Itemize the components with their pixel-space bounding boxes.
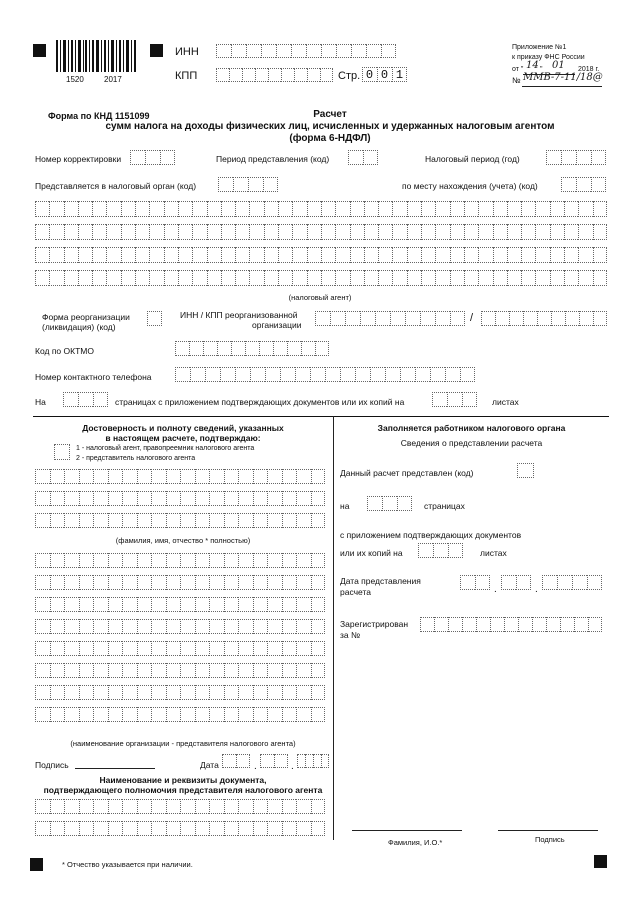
submission-date-month[interactable] xyxy=(501,575,531,590)
correction-number-cells[interactable] xyxy=(130,150,175,165)
reorg-form-label-2: (ликвидация) (код) xyxy=(42,322,116,332)
reorg-kpp-cells[interactable] xyxy=(481,311,607,326)
period-label: Период представления (код) xyxy=(216,154,330,164)
right-sheets-cells[interactable] xyxy=(418,543,463,558)
pages-on-label: На xyxy=(35,397,46,407)
pages-count-cells[interactable] xyxy=(63,392,108,407)
section-divider xyxy=(33,416,609,417)
officer-sign-line[interactable] xyxy=(498,830,598,831)
tax-agent-caption: (налоговый агент) xyxy=(288,293,352,302)
registered-label-1: Зарегистрирован xyxy=(340,619,409,629)
corner-marker-top-right xyxy=(150,44,163,57)
phone-label: Номер контактного телефона xyxy=(35,372,152,382)
submitted-code-cell[interactable] xyxy=(517,463,534,478)
oktmo-cells[interactable] xyxy=(175,341,329,356)
submission-date-year[interactable] xyxy=(542,575,602,590)
officer-fio-line[interactable] xyxy=(352,830,462,831)
tax-period-cells[interactable] xyxy=(546,150,606,165)
barcode xyxy=(56,40,136,72)
appendix-order-no: ММВ-7-11/18@ xyxy=(523,72,603,83)
officer-fio-caption: Фамилия, И.О.* xyxy=(388,838,443,847)
appendix-year: 2018 г. xyxy=(578,66,600,73)
submission-date-label-1: Дата представления xyxy=(340,576,421,586)
location-cells[interactable] xyxy=(561,177,606,192)
tax-officer-heading: Заполняется работником налогового органа xyxy=(377,423,566,433)
pages-text: страницах с приложением подтверждающих документов или их копий на xyxy=(115,397,405,407)
org-caption: (наименование организации - представителя налогового агента) xyxy=(70,739,296,748)
location-label: по месту нахождения (учета) (код) xyxy=(402,181,538,191)
column-divider xyxy=(333,416,334,840)
submission-date-day[interactable] xyxy=(460,575,490,590)
reorg-inn-label-2: организации xyxy=(252,320,302,330)
corner-marker-top-left xyxy=(33,44,46,57)
officer-sign-caption: Подпись xyxy=(535,835,565,844)
knd-code: Форма по КНД 1151099 xyxy=(48,111,150,121)
form-title-line-3: (форма 6-НДФЛ) xyxy=(289,133,371,144)
period-cells[interactable] xyxy=(348,150,378,165)
confirmation-heading-1: Достоверность и полноту сведений, указанных xyxy=(82,423,284,433)
signature-label: Подпись xyxy=(35,760,69,770)
left-date-day[interactable] xyxy=(222,754,250,768)
doc-heading-2: подтверждающего полномочия представителя налогового агента xyxy=(43,785,323,795)
confirmation-heading-2: в настоящем расчете, подтверждаю: xyxy=(105,433,261,443)
reorg-form-cell[interactable] xyxy=(147,311,162,326)
page-label: Стр. xyxy=(338,70,361,82)
sheets-label: листах xyxy=(492,397,519,407)
fio-caption: (фамилия, имя, отчество * полностью) xyxy=(115,536,251,545)
left-date-month[interactable] xyxy=(260,754,288,768)
registration-number-cells[interactable] xyxy=(420,617,607,632)
corner-marker-bottom-left xyxy=(30,858,43,871)
signer-option-2: 2 - представитель налогового агента xyxy=(76,455,196,462)
submission-date-label-2: расчета xyxy=(340,587,372,597)
registered-label-2: за № xyxy=(340,630,361,640)
right-pages-label: страницах xyxy=(424,501,465,511)
form-title-line-2: сумм налога на доходы физических лиц, исчисленных и удержанных налоговым агентом xyxy=(105,121,555,132)
corner-marker-bottom-right xyxy=(594,855,607,868)
tax-authority-label: Представляется в налоговый орган (код) xyxy=(35,181,197,191)
appendix-line-2: к приказу ФНС России xyxy=(512,54,585,61)
reorg-inn-label-1: ИНН / КПП реорганизованной xyxy=(180,310,298,320)
reorg-inn-cells[interactable] xyxy=(315,311,465,326)
reorg-form-label-1: Форма реорганизации xyxy=(42,312,130,322)
left-date-year[interactable] xyxy=(297,754,329,768)
right-on-label: на xyxy=(340,501,350,511)
with-docs-label: с приложением подтверждающих документов xyxy=(340,530,522,540)
submission-subheading: Сведения о представлении расчета xyxy=(400,438,543,448)
barcode-code-left: 1520 xyxy=(66,75,84,84)
correction-number-label: Номер корректировки xyxy=(35,154,122,164)
reorg-slash: / xyxy=(470,312,474,324)
date-label: Дата xyxy=(200,760,219,770)
sheets-count-cells[interactable] xyxy=(432,392,477,407)
form-title: Расчет xyxy=(313,109,347,120)
phone-cells[interactable] xyxy=(175,367,475,382)
page-digit-2: 0 xyxy=(380,68,389,82)
page-digit-1: 0 xyxy=(365,68,374,82)
tax-authority-cells[interactable] xyxy=(218,177,278,192)
appendix-date-prefix: от " xyxy=(512,66,524,73)
kpp-label: КПП xyxy=(175,70,198,82)
signature-line[interactable] xyxy=(75,768,155,769)
signer-type-cell[interactable] xyxy=(54,444,70,460)
oktmo-label: Код по ОКТМО xyxy=(35,346,94,356)
copies-on-label: или их копий на xyxy=(340,548,403,558)
appendix-date-mid: " xyxy=(540,66,543,73)
signer-option-1: 1 - налоговый агент, правопреемник налогового агента xyxy=(76,445,255,452)
appendix-no-prefix: № xyxy=(512,76,521,85)
appendix-date-day: 14 xyxy=(526,60,539,71)
footnote: * Отчество указывается при наличии. xyxy=(62,860,193,869)
submitted-code-label: Данный расчет представлен (код) xyxy=(340,468,474,478)
right-pages-cells[interactable] xyxy=(367,496,412,511)
page-digit-3: 1 xyxy=(395,68,404,82)
inn-cells[interactable] xyxy=(216,44,396,58)
inn-label: ИНН xyxy=(175,46,199,58)
barcode-code-right: 2017 xyxy=(104,75,122,84)
kpp-cells[interactable] xyxy=(216,68,333,82)
tax-period-label: Налоговый период (год) xyxy=(425,154,520,164)
right-sheets-label: листах xyxy=(480,548,507,558)
appendix-line-1: Приложение №1 xyxy=(512,44,567,51)
doc-heading-1: Наименование и реквизиты документа, xyxy=(99,775,267,785)
appendix-date-month: 01 xyxy=(552,60,565,71)
